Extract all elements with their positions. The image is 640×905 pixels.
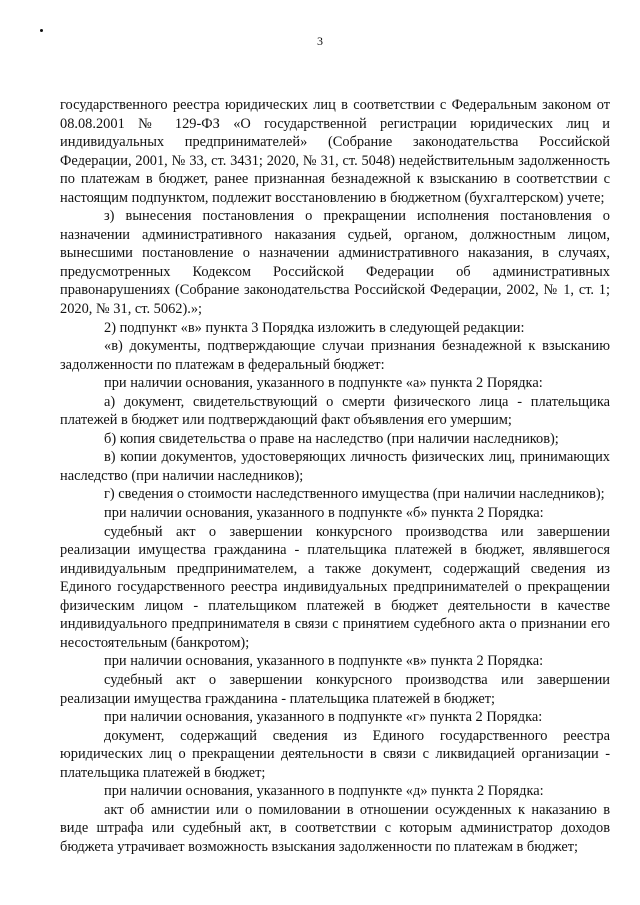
paragraph-basis-a: при наличии основания, указанного в подпункте «а» пункта 2 Порядка: (104, 375, 543, 392)
paragraph-subitem-v-documents: «в) документы, подтверждающие случаи признания безнадежной к взысканию задолженности по платежам в федеральный бюджет: (60, 338, 610, 373)
paragraph-estate-value: г) сведения о стоимости наследственного имущества (при наличии наследников); (104, 486, 605, 503)
paragraph-basis-b: при наличии основания, указанного в подпункте «б» пункта 2 Порядка: (104, 505, 544, 522)
paragraph-death-document: а) документ, свидетельствующий о смерти физического лица - плательщика платежей в бюджет или подтверждающий факт объявления его умершим; (60, 393, 610, 429)
page-number: 3 (317, 34, 323, 48)
scan-speck (40, 29, 43, 32)
paragraph-subitem-z: з) вынесения постановления о прекращении исполнения постановления о назначении административного наказания судьей, органом, должностным лицом, вынесшими постановление о назначении административного наказания, в случаях, предусмотренных Кодексом Российской Федерации об административных правонарушениях (Собрание законодательства Российской Федерации, 2002, № 1, ст. 1; 2020, № 31, ст. 5062).»; (60, 208, 610, 318)
paragraph-bankruptcy-citizen: судебный акт о завершении конкурсного производства или завершении реализации имущества гражданина - плательщика платежей в бюджет; (60, 671, 610, 707)
paragraph-item-2: 2) подпункт «в» пункта 3 Порядка изложить в следующей редакции: (104, 319, 525, 336)
paragraph-inheritance-certificate: б) копия свидетельства о праве на наследство (при наличии наследников); (104, 430, 559, 447)
paragraph-liquidation: документ, содержащий сведения из Единого государственного реестра юридических лиц о прекращении деятельности в связи с ликвидацией организации - плательщика платежей в бюджет; (60, 727, 610, 781)
paragraph-basis-g: при наличии основания, указанного в подпункте «г» пункта 2 Порядка: (104, 709, 543, 726)
paragraph-heir-identity: в) копии документов, удостоверяющих личность физических лиц, принимающих наследство (при наличии наследников); (60, 449, 610, 484)
paragraph-basis-d: при наличии основания, указанного в подпункте «д» пункта 2 Порядка: (104, 783, 544, 800)
document-body (60, 96, 610, 856)
paragraph-amnesty: акт об амнистии или о помиловании в отношении осужденных к наказанию в виде штрафа или судебный акт, в соответствии с которым администратор доходов бюджета утрачивает возможность взыскания задолженности по платежам в бюджет; (60, 801, 610, 855)
paragraph-basis-v: при наличии основания, указанного в подпункте «в» пункта 2 Порядка: (104, 653, 544, 670)
paragraph-registry-continuation: государственного реестра юридических лиц в соответствии с Федеральным законом от 08.08.2001 № 129-ФЗ «О государственной регистрации юридических лиц и индивидуальных предпринимателей» (Собрание законодательства Российской Федерации, 2001, № 33, ст. 3431; 2020, № 31, ст. 5048) недействительным задолженность по платежам в бюджет, ранее признанная безнадежной к взысканию в соответствии с настоящим подпунктом, подлежит восстановлению в бюджетном (бухгалтерском) учете; (60, 97, 610, 206)
paragraph-bankruptcy-entrepreneur: судебный акт о завершении конкурсного производства или завершении реализации имущества гражданина - плательщика платежей в бюджет, являвшегося индивидуальным предпринимателем, а также документ, содержащий сведения из Единого государственного реестра индивидуальных предпринимателей о прекращении физическим лицом - плательщиком платежей в бюджет деятельности в качестве индивидуального предпринимателя в связи с принятием судебного акта о признании его несостоятельным (банкротом); (60, 523, 610, 651)
